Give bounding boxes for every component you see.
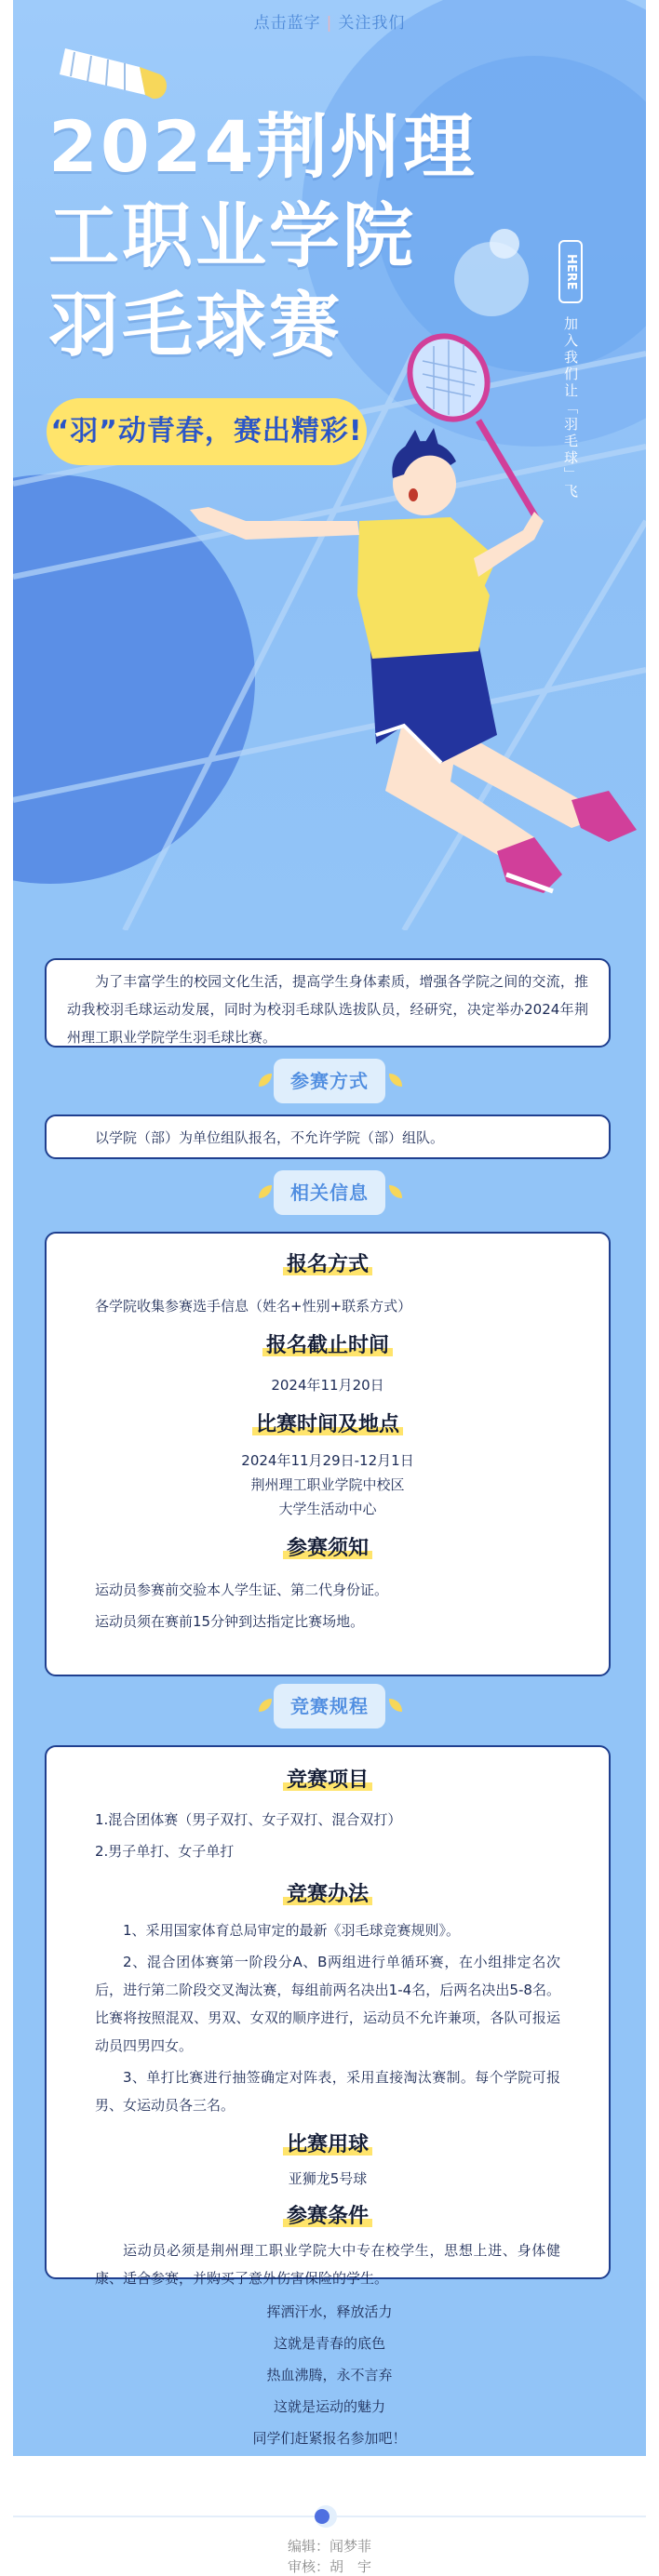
follow-us-tip[interactable]	[13, 9, 646, 33]
editor-credit: 编辑：闻梦菲	[287, 2538, 371, 2555]
closing-line-2: 这就是青春的底色	[273, 2335, 385, 2352]
reviewer-credit: 审核：胡 宇	[287, 2558, 371, 2575]
heading-time-place: 比赛时间及地点	[252, 1408, 403, 1437]
participation-card	[45, 1114, 611, 1159]
closing-line-1: 挥洒汗水，释放活力	[266, 2303, 393, 2320]
place-line-1: 荆州理工职业学院中校区	[250, 1476, 405, 1493]
event-line-2: 2.男子单打、女子单打	[95, 1843, 235, 1860]
notice-line-2: 运动员须在赛前15分钟到达指定比赛场地。	[95, 1613, 365, 1630]
method-line-1: 1、采用国家体育总局审定的最新《羽毛球竞赛规则》。	[123, 1922, 461, 1939]
notice-line-1: 运动员参赛前交验本人学生证、第二代身份证。	[95, 1582, 389, 1598]
leaf-left-icon	[257, 1697, 274, 1714]
divider-ornament	[13, 2503, 646, 2530]
article-body	[13, 0, 646, 2456]
participation-text: 以学院（部）为单位组队报名，不允许学院（部）组队。	[95, 1129, 445, 1146]
closing-line-5: 同学们赶紧报名参加吧！	[252, 2430, 407, 2447]
heading-events: 竞赛项目	[283, 1764, 372, 1793]
heading-competition-method: 竞赛办法	[283, 1878, 372, 1907]
leaf-left-icon	[257, 1183, 274, 1200]
leaf-right-icon	[387, 1697, 404, 1714]
event-line-1: 1.混合团体赛（男子双打、女子双打、混合双打）	[95, 1811, 402, 1828]
conditions-text: 运动员必须是荆州理工职业学院大中专在校学生，思想上进、身体健康、适合参赛，并购买了意外伤害保险的学生。	[95, 2242, 560, 2287]
section-title-info: 相关信息	[274, 1170, 385, 1215]
click-blue-text[interactable]: 点击蓝字	[253, 14, 321, 33]
intro-card	[45, 958, 611, 1048]
title-line-3: 羽毛球赛	[48, 284, 343, 367]
heading-notice: 参赛须知	[283, 1532, 372, 1561]
leaf-left-icon	[257, 1072, 274, 1088]
place-line-2: 大学生活动中心	[278, 1501, 377, 1517]
registration-method-text: 各学院收集参赛选手信息（姓名+性别+联系方式）	[95, 1298, 412, 1315]
time-text: 2024年11月29日-12月1日	[241, 1452, 414, 1469]
follow-us-link[interactable]: 关注我们	[338, 14, 406, 33]
method-line-2: 2、混合团体赛第一阶段分A、B两组进行单循环赛，在小组排定名次后，进行第二阶段交叉淘汰赛，每组前两名决出1-4名，后两名决出5-8名。比赛将按照混双、男双、女双的顺序进行，运动员不允许兼项，各队可报运动员四男四女。	[95, 1954, 560, 2054]
hero-banner	[13, 0, 646, 930]
title-line-1: 2024荆州理	[48, 105, 477, 188]
heading-conditions: 参赛条件	[283, 2200, 372, 2229]
here-label: HERE	[558, 240, 583, 303]
slogan-banner: “羽”动青春，赛出精彩!	[47, 398, 367, 465]
deadline-text: 2024年11月20日	[271, 1377, 384, 1394]
heading-registration-method: 报名方式	[283, 1248, 372, 1277]
ball-text: 亚狮龙5号球	[288, 2170, 368, 2187]
section-title-rules: 竞赛规程	[274, 1684, 385, 1728]
section-tag-participation	[13, 1059, 646, 1103]
closing-line-3: 热血沸腾，永不言弃	[266, 2367, 393, 2383]
event-title	[48, 102, 477, 370]
rules-card	[45, 1745, 611, 2287]
heading-ball: 比赛用球	[283, 2129, 372, 2157]
section-title-participation: 参赛方式	[274, 1059, 385, 1103]
title-line-2: 工职业学院	[48, 194, 416, 277]
info-card	[45, 1232, 611, 1676]
leaf-right-icon	[387, 1072, 404, 1088]
leaf-right-icon	[387, 1183, 404, 1200]
section-tag-rules	[13, 1684, 646, 1728]
tip-separator: |	[326, 14, 333, 33]
section-tag-info	[13, 1170, 646, 1215]
intro-text: 为了丰富学生的校园文化生活，提高学生身体素质，增强各学院之间的交流，推动我校羽毛球运动发展，同时为校羽毛球队选拔队员，经研究，决定举办2024年荆州理工职业学院学生羽毛球比赛。	[67, 973, 588, 1046]
method-line-3: 3、单打比赛进行抽签确定对阵表，采用直接淘汰赛制。每个学院可报男、女运动员各三名。	[95, 2069, 560, 2114]
closing-line-4: 这就是运动的魅力	[273, 2398, 385, 2415]
shuttlecock-icon	[56, 39, 177, 104]
join-us-vertical-text: 加入我们让「羽毛球」飞	[562, 316, 579, 501]
heading-deadline: 报名截止时间	[262, 1329, 393, 1358]
